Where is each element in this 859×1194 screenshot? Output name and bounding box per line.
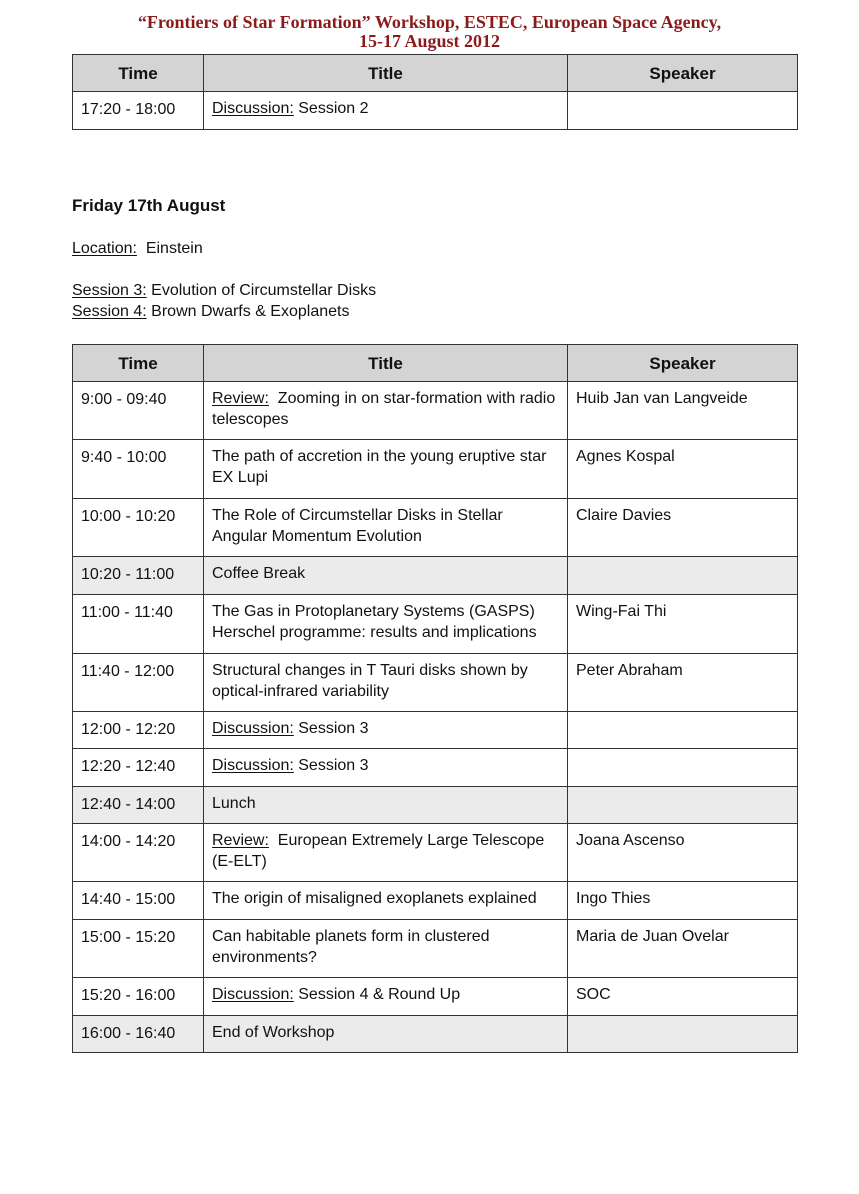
session-3-value: Evolution of Circumstellar Disks (146, 282, 377, 299)
cell-speaker: Claire Davies (568, 499, 798, 557)
cell-time: 9:00 - 09:40 (73, 382, 204, 440)
cell-title (204, 595, 568, 654)
cell-title (204, 920, 568, 978)
title-text: The Gas in Protoplanetary Systems (GASPS) Herschel programme: results and implications (212, 603, 540, 641)
cell-title (204, 824, 568, 882)
table-row (73, 882, 798, 920)
day-title: Friday 17th August (72, 196, 226, 215)
table-row (73, 557, 798, 595)
table-row (73, 92, 798, 130)
table-body (73, 382, 798, 1053)
cell-speaker (568, 557, 798, 595)
title-text: Coffee Break (212, 565, 306, 582)
title-prefix: Discussion: (212, 986, 294, 1003)
column-header-time: Time (73, 345, 204, 382)
column-header-title: Title (204, 345, 568, 382)
title-text: The path of accretion in the young eruptive star EX Lupi (212, 448, 551, 486)
cell-title (204, 978, 568, 1016)
column-header-speaker: Speaker (568, 345, 798, 382)
cell-title (204, 654, 568, 712)
cell-speaker: Agnes Kospal (568, 440, 798, 499)
cell-speaker: SOC (568, 978, 798, 1016)
table-row (73, 499, 798, 557)
title-text: Session 3 (293, 757, 369, 774)
table-header-row (73, 345, 798, 382)
cell-title (204, 749, 568, 787)
title-text: Zooming in on star-formation with radio telescopes (212, 390, 560, 428)
cell-time: 12:00 - 12:20 (73, 712, 204, 749)
schedule-table-session-2 (72, 54, 798, 130)
table-row (73, 824, 798, 882)
session-4-label: Session 4: (72, 303, 147, 320)
column-header-time: Time (73, 55, 204, 92)
cell-speaker: Ingo Thies (568, 882, 798, 920)
table-row (73, 920, 798, 978)
column-header-speaker: Speaker (568, 55, 798, 92)
cell-title (204, 382, 568, 440)
cell-speaker (568, 787, 798, 824)
title-prefix: Discussion: (212, 720, 294, 737)
sessions-block (72, 280, 376, 322)
location-line (72, 238, 203, 259)
header-line-2: 15-17 August 2012 (358, 31, 501, 51)
title-text: Session 4 & Round Up (293, 986, 461, 1003)
cell-title (204, 440, 568, 499)
cell-time: 11:40 - 12:00 (73, 654, 204, 712)
cell-speaker (568, 749, 798, 787)
cell-title (204, 557, 568, 595)
title-text: Session 3 (293, 720, 369, 737)
table-row (73, 749, 798, 787)
cell-speaker (568, 92, 798, 130)
title-text: The origin of misaligned exoplanets explained (212, 890, 537, 907)
location-label: Location: (72, 240, 137, 257)
table-row (73, 382, 798, 440)
cell-time: 9:40 - 10:00 (73, 440, 204, 499)
table-body (73, 92, 798, 130)
title-prefix: Discussion: (212, 757, 294, 774)
table-row (73, 712, 798, 749)
cell-title (204, 882, 568, 920)
cell-title (204, 499, 568, 557)
cell-speaker: Peter Abraham (568, 654, 798, 712)
cell-time: 17:20 - 18:00 (73, 92, 204, 130)
cell-speaker (568, 712, 798, 749)
header-line-1: “Frontiers of Star Formation” Workshop, ESTEC, European Space Agency, (137, 12, 722, 32)
title-text: Structural changes in T Tauri disks shown by optical-infrared variability (212, 662, 533, 700)
table-row (73, 978, 798, 1016)
cell-time: 16:00 - 16:40 (73, 1016, 204, 1053)
cell-speaker: Wing-Fai Thi (568, 595, 798, 654)
workshop-header (0, 13, 859, 51)
cell-time: 14:00 - 14:20 (73, 824, 204, 882)
table-row (73, 1016, 798, 1053)
cell-speaker: Joana Ascenso (568, 824, 798, 882)
title-prefix: Discussion: (212, 100, 294, 117)
table-header-row (73, 55, 798, 92)
cell-time: 10:20 - 11:00 (73, 557, 204, 595)
cell-title (204, 712, 568, 749)
session-4-line (72, 301, 376, 322)
cell-time: 15:00 - 15:20 (73, 920, 204, 978)
title-text: Session 2 (293, 100, 369, 117)
cell-title (204, 1016, 568, 1053)
title-prefix: Review: (212, 832, 269, 849)
table-row (73, 595, 798, 654)
cell-title (204, 787, 568, 824)
cell-speaker: Maria de Juan Ovelar (568, 920, 798, 978)
column-header-title: Title (204, 55, 568, 92)
location-value: Einstein (136, 240, 203, 257)
table-row (73, 440, 798, 499)
cell-time: 14:40 - 15:00 (73, 882, 204, 920)
table-row (73, 654, 798, 712)
session-3-line (72, 280, 376, 301)
cell-time: 10:00 - 10:20 (73, 499, 204, 557)
cell-time: 12:40 - 14:00 (73, 787, 204, 824)
cell-time: 15:20 - 16:00 (73, 978, 204, 1016)
cell-title (204, 92, 568, 130)
session-4-value: Brown Dwarfs & Exoplanets (146, 303, 350, 320)
schedule-table-friday (72, 344, 798, 1053)
title-text: European Extremely Large Telescope (E-ELT) (212, 832, 549, 870)
cell-time: 12:20 - 12:40 (73, 749, 204, 787)
table-row (73, 787, 798, 824)
title-text: Lunch (212, 795, 256, 812)
title-prefix: Review: (212, 390, 269, 407)
title-text: End of Workshop (212, 1024, 335, 1041)
cell-speaker (568, 1016, 798, 1053)
title-text: The Role of Circumstellar Disks in Stellar Angular Momentum Evolution (212, 507, 507, 545)
session-3-label: Session 3: (72, 282, 147, 299)
title-text: Can habitable planets form in clustered environments? (212, 928, 494, 966)
cell-time: 11:00 - 11:40 (73, 595, 204, 654)
cell-speaker: Huib Jan van Langveide (568, 382, 798, 440)
